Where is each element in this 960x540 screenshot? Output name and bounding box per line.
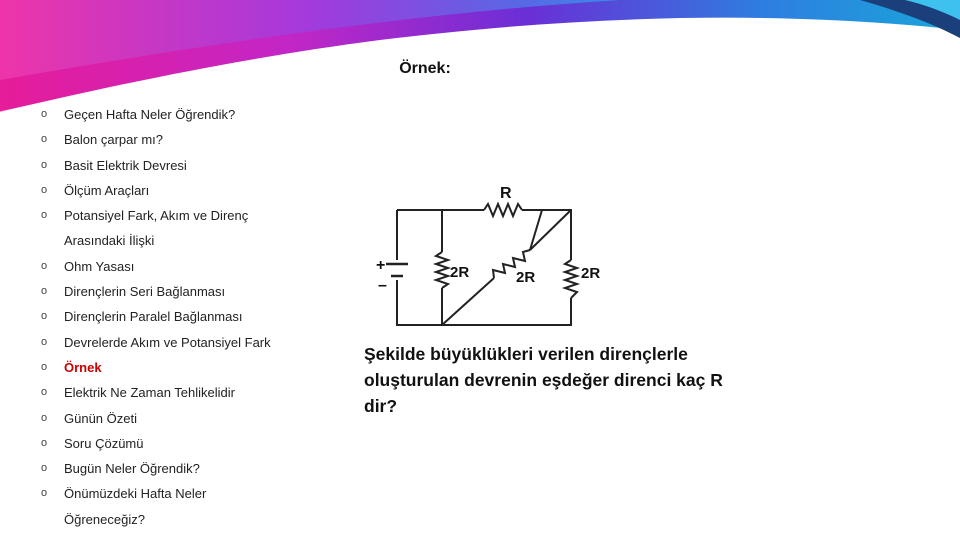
agenda-item-label: Soru Çözümü: [64, 435, 144, 451]
agenda-item-label: Balon çarpar mı?: [64, 132, 163, 148]
bullet-icon: o: [41, 285, 48, 298]
agenda-item[interactable]: [40, 431, 360, 456]
agenda-item-label: Bugün Neler Öğrendik?: [64, 461, 200, 477]
agenda-item[interactable]: [40, 279, 360, 304]
bullet-icon: o: [41, 259, 48, 272]
bullet-icon: o: [41, 411, 48, 424]
agenda-item-label: Geçen Hafta Neler Öğrendik?: [64, 107, 236, 122]
agenda-item-label: Dirençlerin Seri Bağlanması: [64, 284, 226, 300]
bullet-icon: o: [41, 310, 48, 323]
agenda-item-label: Öğreneceğiz?: [64, 511, 145, 527]
agenda-item[interactable]: [40, 406, 360, 431]
agenda-item[interactable]: [40, 203, 360, 228]
bullet-icon: o: [41, 386, 48, 399]
agenda-item-label: Devrelerde Akım ve Potansiyel Fark: [64, 334, 271, 350]
bullet-icon: o: [41, 133, 48, 146]
circuit-label-left: 2R: [450, 264, 470, 281]
agenda-item[interactable]: [40, 153, 360, 178]
agenda-item[interactable]: [40, 355, 360, 380]
circuit-label-minus: –: [378, 277, 387, 294]
agenda-item-continuation[interactable]: [40, 228, 360, 253]
question-line: dir?: [364, 396, 398, 416]
bullet-icon: o: [41, 209, 48, 222]
bullet-icon: o: [41, 183, 48, 196]
agenda-item-label: Örnek: [64, 359, 102, 375]
circuit-label-diagonal: 2R: [516, 269, 536, 286]
circuit-label-plus: +: [376, 257, 386, 274]
slide-title: Örnek:: [399, 60, 451, 77]
circuit-diagram: [362, 180, 601, 335]
agenda-item[interactable]: [40, 254, 360, 279]
bullet-icon: o: [41, 335, 48, 348]
agenda-item[interactable]: [40, 456, 360, 481]
circuit-label-top: R: [500, 185, 512, 202]
resistor-left: [436, 252, 448, 288]
agenda-item-label: Dirençlerin Paralel Bağlanması: [64, 309, 243, 325]
agenda-item[interactable]: [40, 481, 360, 506]
bullet-icon: o: [41, 487, 48, 500]
question-line: Şekilde büyüklükleri verilen dirençlerle: [364, 344, 688, 364]
agenda-item[interactable]: [40, 127, 360, 152]
resistor-top: [484, 204, 522, 216]
agenda-item[interactable]: [40, 330, 360, 355]
agenda-list: [40, 102, 360, 532]
agenda-item-label: Elektrik Ne Zaman Tehlikelidir: [64, 385, 235, 401]
bullet-icon: o: [41, 360, 48, 373]
agenda-item-label: Ölçüm Araçları: [64, 182, 150, 198]
resistor-right: [565, 260, 577, 298]
agenda-item-label: Önümüzdeki Hafta Neler: [64, 486, 207, 502]
question-line: oluşturulan devrenin eşdeğer direnci kaç R: [364, 370, 723, 390]
agenda-item[interactable]: [40, 380, 360, 405]
bullet-icon: o: [41, 108, 48, 120]
agenda-item-label: Ohm Yasası: [64, 258, 135, 274]
agenda-item-label: Basit Elektrik Devresi: [64, 157, 187, 173]
agenda-item-label: Potansiyel Fark, Akım ve Direnç: [64, 208, 249, 224]
agenda-item[interactable]: [40, 304, 360, 329]
agenda-item-continuation[interactable]: [40, 507, 360, 532]
agenda-item[interactable]: [40, 102, 360, 127]
bullet-icon: o: [41, 158, 48, 171]
agenda-item-label: Arasındaki İlişki: [64, 233, 155, 249]
agenda-item[interactable]: [40, 178, 360, 203]
question-text: [364, 341, 774, 419]
bullet-icon: o: [41, 436, 48, 449]
circuit-label-right: 2R: [581, 265, 601, 282]
agenda-item-label: Günün Özeti: [64, 410, 137, 426]
bullet-icon: o: [41, 462, 48, 475]
